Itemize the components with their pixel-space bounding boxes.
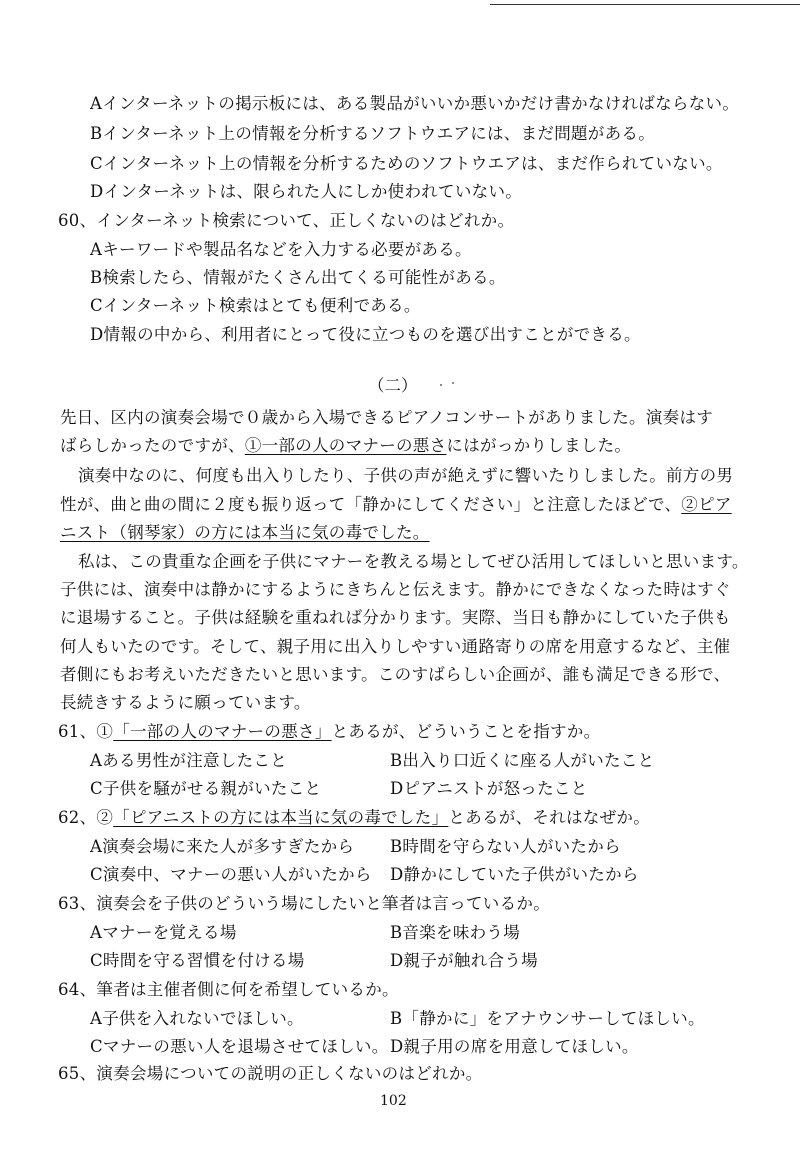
page-number: 102 [380, 1093, 407, 1109]
q64-option-d: D親子用の席を用意してほしい。 [390, 1037, 639, 1056]
top-rule [490, 4, 800, 5]
q62-option-b: B時間を守らない人がいたから [390, 837, 621, 856]
passage-line: ばらしかったのですが、①一部の人のマナーの悪さにはがっかりしました。 [60, 436, 632, 455]
q60-option-a: Aキーワードや製品名などを入力する必要がある。 [90, 240, 472, 259]
scan-speck [440, 384, 442, 386]
passage-line: 性が、曲と曲の間に２度も振り返って「静かにしてください」と注意したほどで、②ピア [60, 495, 732, 514]
q62-question: 62、②「ピアニストの方には本当に気の毒でした」とあるが、それはなぜか。 [58, 808, 650, 827]
q64-option-b: B「静かに」をアナウンサーしてほしい。 [390, 1009, 705, 1028]
q63-question: 63、演奏会を子供のどういう場にしたいと筆者は言っているか。 [58, 894, 550, 913]
q59-option-b: Bインターネット上の情報を分析するソフトウエアには、まだ問題がある。 [90, 124, 656, 143]
q62-option-a: A演奏会場に来た人が多すぎたから [90, 837, 355, 856]
q59-option-a: Aインターネットの掲示板には、ある製品がいいか悪いかだけ書かなければならない。 [90, 94, 740, 113]
passage-line: 先日、区内の演奏会場で０歳から入場できるピアノコンサートがありました。演奏はす [60, 408, 714, 427]
q64-option-a: A子供を入れないでほしい。 [90, 1009, 304, 1028]
q63-option-d: D親子が触れ合う場 [390, 951, 538, 970]
q60-option-b: B検索したら、情報がたくさん出てくる可能性がある。 [90, 268, 506, 287]
passage-line: 演奏中なのに、何度も出入りしたり、子供の声が絶えずに響いたりしました。前方の男 [78, 466, 734, 485]
passage-line: 子供には、演奏中は静かにするようにきちんと伝えます。静かにできなくなった時はすぐ [60, 580, 731, 599]
passage-line: に退場すること。子供は経験を重ねれば分かります。実際、当日も静かにしていた子供も [60, 608, 731, 627]
q64-option-c: Cマナーの悪い人を退場させてほしい。 [90, 1037, 389, 1056]
q61-option-c: C子供を騒がせる親がいたこと [90, 779, 322, 798]
q63-option-c: C時間を守る習慣を付ける場 [90, 951, 305, 970]
q62-option-d: D静かにしていた子供がいたから [390, 865, 639, 884]
q63-option-a: Aマナーを覚える場 [90, 923, 237, 942]
q60-option-d: D情報の中から、利用者にとって役に立つものを選び出すことができる。 [90, 325, 641, 344]
underlined-phrase-1: ①一部の人のマナーの悪さ [244, 436, 447, 455]
q60-option-c: Cインターネット検索はとても便利である。 [90, 296, 421, 315]
q60-question: 60、インターネット検索について、正しくないのはどれか。 [58, 211, 515, 230]
scan-speck [452, 382, 454, 384]
q61-question: 61、①「一部の人のマナーの悪さ」とあるが、どういうことを指すか。 [58, 722, 601, 741]
q65-question: 65、演奏会場についての説明の正しくないのはどれか。 [58, 1064, 483, 1083]
q63-option-b: B音楽を味わう場 [390, 923, 521, 942]
passage-line: 何人もいたのです。そして、親子用に出入りしやすい通路寄りの席を用意するなど、主催 [60, 637, 731, 656]
q61-option-b: B出入り口近くに座る人がいたこと [390, 751, 655, 770]
q61-option-d: Dピアニストが怒ったこと [390, 779, 588, 798]
q64-question: 64、筆者は主催者側に何を希望しているか。 [58, 980, 399, 999]
q61-option-a: Aある男性が注意したこと [90, 751, 288, 770]
underlined-phrase-2: ②ピア [681, 495, 732, 514]
section-title: （二） [368, 376, 418, 395]
passage-line: 者側にもお考えいただきたいと思います。このすばらしい企画が、誰も満足できる形で、 [60, 665, 731, 684]
q59-option-d: Dインターネットは、限られた人にしか使われていない。 [90, 182, 523, 201]
q59-option-c: Cインターネット上の情報を分析するためのソフトウエアは、まだ作られていない。 [90, 154, 723, 173]
q62-option-c: C演奏中、マナーの悪い人がいたから [90, 865, 372, 884]
passage-line: 私は、この貴重な企画を子供にマナーを教える場としてぜひ活用してほしいと思います。 [78, 552, 749, 571]
passage-line [60, 519, 430, 543]
underlined-phrase-2-cont: ニスト（钢琴家）の方には本当に気の毒でした。 [60, 523, 430, 542]
passage-line: 長続きするように願っています。 [60, 693, 311, 712]
